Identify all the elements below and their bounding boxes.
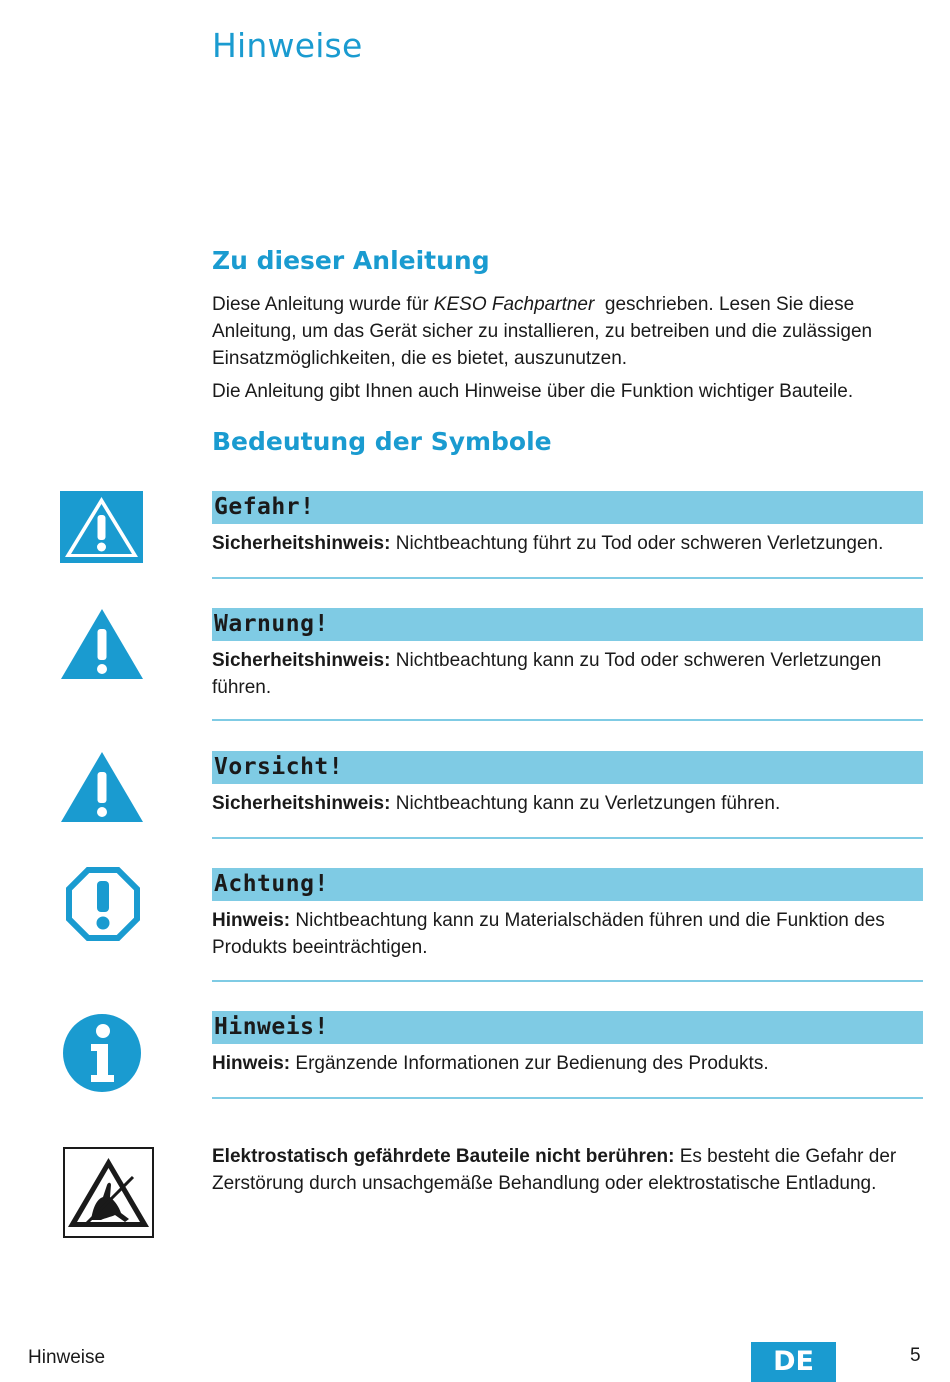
intro-paragraph-1: [212, 291, 924, 372]
symbol-warning-title: Warnung!: [212, 608, 923, 641]
esd-desc: Es besteht die Gefahr der Zerstörung durch unsachgemäße Behandlung oder elektrostatische Entladung.: [212, 1146, 897, 1194]
symbol-note-label: Hinweis:: [212, 1053, 291, 1074]
symbol-attention-label: Hinweis:: [212, 910, 291, 931]
language-badge: DE: [751, 1342, 836, 1382]
esd-label: Elektrostatisch gefährdete Bauteile nicht berühren:: [212, 1146, 675, 1167]
esd-text: [212, 1143, 923, 1197]
symbol-caution: [212, 751, 923, 817]
footer-section: Hinweise: [28, 1347, 106, 1368]
symbol-danger-label: Sicherheitshinweis:: [212, 533, 391, 554]
symbol-warning-text: [212, 647, 923, 701]
attention-octagon-icon: [66, 867, 140, 946]
symbols-heading: Bedeutung der Symbole: [212, 427, 552, 456]
symbol-attention-title: Achtung!: [212, 868, 923, 901]
intro-p1-italic: KESO Fachpartner: [433, 294, 595, 315]
symbol-caution-text: [212, 790, 923, 817]
symbol-attention-desc: Nichtbeachtung kann zu Materialschäden führen und die Funktion des Produkts beeinträchtigen.: [212, 910, 885, 958]
intro-paragraph-2: Die Anleitung gibt Ihnen auch Hinweise über die Funktion wichtiger Bauteile.: [212, 381, 854, 402]
caution-triangle-icon: [60, 750, 144, 829]
symbol-warning-label: Sicherheitshinweis:: [212, 650, 391, 671]
divider: [212, 837, 923, 839]
intro-p1-end: geschrieben. Lesen Sie diese Anleitung, um das Gerät sicher zu installieren, zu betreiben und die zulässigen Einsatzmöglichkeiten, die es bietet, auszunutzen.: [212, 294, 878, 369]
symbol-attention: [212, 868, 923, 961]
info-circle-icon: [62, 1013, 142, 1098]
symbol-warning: [212, 608, 923, 701]
divider: [212, 980, 923, 982]
symbol-note: [212, 1011, 923, 1077]
symbol-danger: [212, 491, 923, 557]
symbol-caution-title: Vorsicht!: [212, 751, 923, 784]
danger-warning-square-icon: [60, 491, 143, 568]
divider: [212, 577, 923, 579]
page-number: 5: [910, 1345, 921, 1366]
intro-p1-start: Diese Anleitung wurde für: [212, 294, 434, 315]
divider: [212, 1097, 923, 1099]
intro-heading: Zu dieser Anleitung: [212, 246, 490, 275]
symbol-note-text: [212, 1050, 923, 1077]
symbol-attention-text: [212, 907, 923, 961]
warning-triangle-icon: [60, 607, 144, 686]
esd-warning-icon: [63, 1147, 154, 1243]
divider: [212, 719, 923, 721]
page-title: Hinweise: [212, 26, 363, 65]
symbol-danger-text: [212, 530, 923, 557]
symbol-note-desc: Ergänzende Informationen zur Bedienung des Produkts.: [290, 1053, 769, 1074]
symbol-caution-label: Sicherheitshinweis:: [212, 793, 391, 814]
symbol-caution-desc: Nichtbeachtung kann zu Verletzungen führen.: [390, 793, 781, 814]
symbol-danger-title: Gefahr!: [212, 491, 923, 524]
symbol-danger-desc: Nichtbeachtung führt zu Tod oder schweren Verletzungen.: [390, 533, 884, 554]
symbol-note-title: Hinweis!: [212, 1011, 923, 1044]
symbol-warning-desc: Nichtbeachtung kann zu Tod oder schweren Verletzungen führen.: [212, 650, 882, 698]
